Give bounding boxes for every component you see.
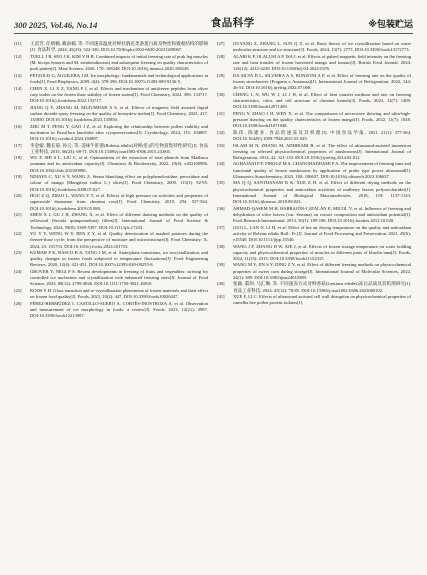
reference-text: CHENG L N, WU W J, LI J H, et al. Effect of heat transfer medium and rate on freezing characteristics, color, and cell structure of chestnut kernels[J]. Foods, 2023, 12(7): 1409. DOI:10.3390/foods12071409. xyxy=(233,91,411,110)
reference-text: OUYANG Z, ZHANG L, SUN Q X, et al. Basic theory of ice crystallization based on water molecular structure and ice structure[J]. Foods, 2024, 13(7): 2773. DOI:10.3390/foods13172773. xyxy=(233,41,411,53)
reference-text: 李金媛, 魏长菊, 孙云, 等. 美味牛肝菌(Boletus edulis)对鲜(肛)的生物富集特性研究[J]. 食品工业科技, 2015, 36(23): 68-71. DOI:10.13386/j.issn1002-0306.2015.23.005. xyxy=(30,142,208,154)
reference-text: PENG Y, ZHAO J H, WEN X, et al. The comparisons of microwave thawing and ultra-high-pressure thawing on the quality characteristics of frozen mango[J]. Foods, 2022, 11(7): 1048. DOI:10.3390/foods11071048. xyxy=(233,110,411,129)
reference-column-left xyxy=(14,41,208,569)
reference-entry xyxy=(14,124,208,142)
reference-entry xyxy=(14,174,208,192)
reference-number: [39] xyxy=(217,262,225,268)
reference-text: XUE F, LI C. Effects of ultrasound assisted cell wall disruption on physicochemical properties of camellia bee pollen protein isolates[J]. xyxy=(233,294,411,306)
reference-text: ISLAM M N, ZHANG M, ADHIKARI B, et al. The effect of ultrasound-assisted immersion freezing on selected physicochemical properties of mushrooms[J]. International Journal of Refrigeration, 2014, 42: 121-133. DOI:10.1016/j.ijrefrig.2014.02.012. xyxy=(233,142,411,160)
reference-text: PETZOLD G, AGUILERA J M. Ice morphology: fundamentals and technological applications in foods[J]. Food Biophysics, 2009, 4(4): 378-396. DOI:10.1007/s11483-009-9136-5. xyxy=(30,72,208,84)
reference-entry xyxy=(14,193,208,211)
reference-number: [13] xyxy=(14,72,22,78)
reference-number: [29] xyxy=(217,72,225,78)
reference-entry xyxy=(217,73,411,91)
reference-entry xyxy=(217,180,411,205)
section-title: ※包装贮运 xyxy=(368,20,413,30)
reference-text: WANG J F, ZHANG H W, XIE J, et al. Effects of frozen storage temperature on water holding capacity and physicochemical properties of muscles in different parts of bluefin tuna[J]. Foods, 2022, 11(15): 2315. DOI:10.3390/foods11152315. xyxy=(233,243,411,261)
reference-text: TUELL J R, SEO J K, KIM Y H B. Combined impacts of initial freezing rate of pork leg muscles (M. biceps femoris and M. semitendinosus) and subsequent freezing on quality characteristics of pork patties[J]. Meat Science, 2020, 170: 108248. DOI:10.1016/j.meatsci.2020.108248. xyxy=(30,53,208,72)
header-rule xyxy=(14,33,413,34)
reference-number: [18] xyxy=(14,155,22,161)
reference-number: [32] xyxy=(217,129,225,135)
reference-number: [15] xyxy=(14,104,22,110)
reference-text: GROVER Y, NEGI P S. Recent developments in freezing of fruits and vegetables: striving for controlled ice nucleation and crystallization with enhanced freezing rates[J]. Journal of Food Science, 2023, 88(12): 4799-4826. DOI:10.1111/1750-3841.16810. xyxy=(30,269,208,287)
reference-number: [38] xyxy=(217,243,225,249)
reference-number: [40] xyxy=(217,281,225,287)
reference-entry xyxy=(14,54,208,72)
reference-number: [28] xyxy=(217,53,225,59)
reference-number: [30] xyxy=(217,91,225,97)
reference-text: JIANG Q Y, ZHANG M, MUJUMDAR A S, et al. Effects of magnetic field assisted liquid carbon dioxide spray freezing on the quality of honeydew melon[J]. Food Chemistry, 2023, 417: 135850. DOI:10.1016/j.foodchem.2023.135850. xyxy=(30,104,208,122)
reference-entry xyxy=(14,288,208,300)
reference-number: [20] xyxy=(14,193,22,199)
reference-number: [16] xyxy=(14,123,22,129)
reference-number: [24] xyxy=(14,269,22,275)
reference-entry xyxy=(217,225,411,243)
reference-text: GUO L, LAN N, LI H, et al. Effect of hot air drying temperature on the quality and antioxidant activity of Boletus edulis Bull.: Fr.[J]. Journal of Food Processing and Preservation, 2021, 45(6): e15540. DOI:10.1111/jfpp.15540. xyxy=(233,224,411,242)
page-number-volume: 300 2025, Vol.46, No.14 xyxy=(14,20,98,30)
reference-entry xyxy=(217,281,411,293)
reference-number: [21] xyxy=(14,212,22,218)
reference-number: [17] xyxy=(14,142,22,148)
reference-number: [26] xyxy=(14,300,22,306)
reference-number: [14] xyxy=(14,85,22,91)
reference-entry xyxy=(14,269,208,287)
reference-entry xyxy=(217,244,411,262)
reference-number: [11] xyxy=(14,41,22,46)
reference-text: 陈伟, 陈建业. 食品的速冻及其机理[J]. 中国食品学报, 2021, 21(1): 377-384. DOI:10.16429/j.1009-7848.2021.01.045. xyxy=(233,129,411,141)
journal-title: 食品科学 xyxy=(210,17,255,29)
reference-entry xyxy=(217,111,411,129)
reference-entry xyxy=(14,143,208,155)
reference-text: ALABI K P, OLALUSI A P, ISA J, et al. Effects of pulsed magnetic field intensity on the freezing rate and heat transfer of frozen harvested mango and tomato[J]. British Food Journal, 2024, 126(12): 4212-4220. DOI:10.1108/bfj-04-2024-0376. xyxy=(233,53,411,72)
reference-text: WANG M Y, JIN S Y, DING Z Y, et al. Effect of different freezing methods on physicochemical properties of sweet corn during storage[J]. International Journal of Molecular Sciences, 2022, 24(1): 389. DOI:10.3390/ijms24010389. xyxy=(233,262,411,280)
reference-text: YU Y Y, WENG W Y, REN Z Y, et al. Quality deterioration of mashed potatoes during the freezer-thaw cycle: from the perspective of moisture and microstructure[J]. Food Chemistry: X, 2024, 23: 101753. DOI:10.1016/j.fochx.2024.101753. xyxy=(30,231,208,249)
reference-entry xyxy=(217,206,411,224)
reference-entry xyxy=(14,231,208,249)
reference-entry xyxy=(14,250,208,268)
reference-text: CHEN X, LI X Z, YANG F J, et al. Effects and mechanism of antifreeze peptides from silver carp scales on the frozen thaw stability of frozen surimi[J]. Food Chemistry, 2022, 396: 133717. DOI:10.1016/j.foodchem.2022.133717. xyxy=(30,85,208,103)
reference-entry xyxy=(14,155,208,173)
reference-number: [33] xyxy=(217,142,225,148)
reference-text: AHMAD-QASEM M H, BARRAJÓN-CATALÁN E, MICOL V, et al. Influence of freezing and dehydration of olive leaves (var. Serrana) on extract composition and antioxidant potential[J]. Food Research International, 2013, 50(1): 189-196. DOI:10.1016/j.foodres.2012.10.028. xyxy=(233,205,411,223)
reference-text: SHEN X J, GU J H, ZHANG X, et al. Effect of different thawing methods on the quality of yellowtail (Seriola quinqueradiata) fillets[J]. International Journal of Food Science & Technology, 2024, 59(8): 5369-5397. DOI:10.1111/ijfs.17233. xyxy=(30,212,208,230)
reference-entry xyxy=(217,161,411,179)
reference-number: [27] xyxy=(217,41,225,46)
reference-number: [34] xyxy=(217,161,225,167)
reference-number: [37] xyxy=(217,224,225,230)
reference-text: MA Q Q, SANTHANAM R K, XUE Z H, et al. Effect of different drying methods on the physicochemical properties and antioxidant activities of mulberry leaves polysaccharides[J]. International Journal of Biological Macromolecules, 2018, 119: 1137-1143. DOI:10.1016/j.ijbiomac.2018.08.023. xyxy=(233,180,411,204)
reference-entry xyxy=(217,92,411,110)
reference-text: WU F, SHI S L, LIU C, et al. Optimization of the extraction of total phenols from Madhuca yunnana and its antioxidant capacity[J]. Chemistry & Biodiversity, 2022, 19(4): e202100996. DOI:10.1002/cbdv.202100996. xyxy=(30,155,208,173)
reference-text: 张颖, 董珂, 马汇琳, 等. 不同速冻方式对鲜香菇(Lentinus edodes)冻后品质及其机理研究[J]. 食品工业科技, 2024, 45(12): 78-85. DOI:10.13386/j.issn1002-0306.2023060102. xyxy=(233,281,411,293)
references-body xyxy=(14,41,413,569)
reference-entry xyxy=(14,73,208,85)
reference-number: [12] xyxy=(14,53,22,59)
reference-text: 王雷芳, 任婧楠, 戴南楠, 等. 不同速冻温度对鲜杜鹃花类条蛋白质及物性和微观结构的影响[J]. 食品科学, 2024, 45(23): 322-330. DOI:10.7506/spkx1002-6630-20231209067. xyxy=(30,41,208,53)
reference-text: AGHAJANI P F, FIROUZ M S, CHANGHADDAMI P A. The improvement of freezing time and functional quality of frozen mushrooms by application of probe type power ultrasound[J]. Ultrasonics Sonochemistry, 2023, 100: 106637. DOI:10.1016/j.ultsonch.2023.106637. xyxy=(233,161,411,179)
reference-number: [31] xyxy=(217,110,225,116)
reference-text: PÉREZ-BERMÚDEZ I, CASTILLO-SUERO A, CORTÉS-INOSTROZA A, et al. Observation and measurement of ice morphology in foods: a review[J]. Foods, 2023, 12(21): 3987. DOI:10.3390/foods12213987. xyxy=(30,300,208,319)
reference-entry xyxy=(217,54,411,72)
reference-text: ZHU M T, PENG Y, GAO J Z, et al. Exploring the relationship between pollen viability and nucleation in Passiflora laurifolia after cryopreservation[J]. Cryobiology, 2024, 115: 104887. DOI:10.1016/j.cryobiol.2024.104887. xyxy=(30,123,208,141)
reference-number: [23] xyxy=(14,250,22,256)
reference-entry xyxy=(217,294,411,306)
reference-entry xyxy=(217,41,411,53)
reference-number: [41] xyxy=(217,294,225,300)
reference-entry xyxy=(14,86,208,104)
reference-entry xyxy=(14,212,208,230)
reference-entry xyxy=(217,143,411,161)
reference-text: KOOS Y H. Glass transition and re-crystallization phenomena of frozen materials and their effect on frozen food quality[J]. Foods, 2021, 10(2): 447. DOI:10.3390/foods10020447. xyxy=(30,288,208,300)
reference-number: [19] xyxy=(14,174,22,180)
reference-entry xyxy=(217,130,411,142)
reference-entry xyxy=(217,262,411,280)
reference-text: DA SILVA D L, SILVEIRA A S, BONZONI A P, et al. Effect of freezing rate on the quality of frozen strawberries (Fragaria x Ananassa)[J]. International Journal of Refrigeration, 2022, 144: 46-54. DOI:10.1016/j.ijrefrig.2022.07.006. xyxy=(233,72,411,91)
reference-text: NDIAYE C, XU S Y, WANG Z. Steam blanching effect on polyphenoloxidase, peroxidase and colour of mango (Mangifera indica L.) slices[J]. Food Chemistry, 2009, 113(1): 92-95. DOI:10.1016/j.foodchem.2008.07.027. xyxy=(30,174,208,192)
reference-number: [22] xyxy=(14,231,22,237)
reference-number: [35] xyxy=(217,180,225,186)
reference-entry xyxy=(14,41,208,53)
reference-number: [25] xyxy=(14,288,22,294)
reference-text: HOU Z Q, ZHAO L, WANG Y T, et al. Effects of high pressure on activities and properties of superoxide dismutase from chestnut rose[J]. Food Chemistry, 2019, 294: 557-564. DOI:10.1016/j.foodchem.2019.05.080. xyxy=(30,193,208,211)
reference-number: [36] xyxy=(217,205,225,211)
reference-entry xyxy=(14,301,208,319)
reference-column-right xyxy=(217,41,411,569)
reference-text: KUMAR P K, RASCO B A, TANG J M, et al. State/phase transitions, ice recrystallization, and quality changes in frozen foods subjected to temperature fluctuations[J]. Food Engineering Reviews, 2020, 12(4): 421-451. DOI:10.1007/s12393-020-09255-8. xyxy=(30,250,208,268)
reference-entry xyxy=(14,105,208,123)
running-header xyxy=(14,10,413,30)
